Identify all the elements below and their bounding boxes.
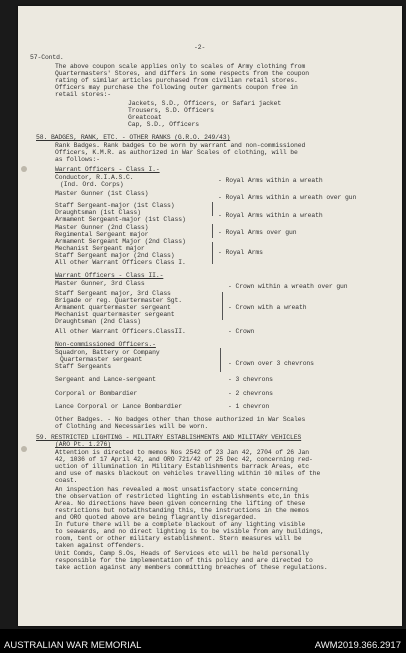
text-line: Other Badges. - No badges other than those authorized in War Scales [55, 416, 306, 423]
text-line: Greatcoat [128, 114, 162, 121]
text-line: and ORO quoted above are being flagrantly disregarded. [55, 514, 257, 521]
text-line: Rank Badges. Rank badges to be worn by warrant and non-commissioned [55, 142, 306, 149]
brace [212, 224, 217, 238]
badge-description: - 3 chevrons [228, 376, 273, 383]
page-number: -2- [194, 44, 206, 51]
text-line: uction of illumination in Military Establishments barrack Areas, etc [55, 463, 309, 470]
text-line: 57-Contd. [30, 54, 64, 61]
footer-bar [0, 629, 406, 653]
text-line: responsible for the implementation of this policy and are directed to [55, 557, 313, 564]
text-line: Officers, K.M.R. as authorized in War Scales of clothing, will be [55, 149, 298, 156]
text-line: Unit Comds, Camp S.Os, Heads of Services etc will be held personally [55, 550, 309, 557]
rank-line: Mechanist Sergeant major [55, 245, 145, 252]
badge-description: - Crown over 3 chevrons [228, 360, 314, 367]
text-line: Jackets, S.D., Officers, or Safari jacket [128, 100, 282, 107]
text-line: take action against any members committing breaches of these regulations. [55, 564, 328, 571]
footer-institution: AUSTRALIAN WAR MEMORIAL [4, 640, 142, 651]
rank-line: Lance Corporal or Lance Bombardier [55, 403, 182, 410]
text-line: room, tent or other military establishment. Stern measures will be [55, 535, 302, 542]
punch-hole-top [21, 166, 27, 172]
text-line: In future there will be a complete blackout of any lighting visible [55, 521, 306, 528]
badge-description: - Crown within a wreath over gun [228, 283, 348, 290]
badge-description: - Crown [228, 328, 255, 335]
brace [212, 202, 217, 216]
text-line: Officers may purchase the following outer garments coupon free in [55, 84, 298, 91]
rank-line: Quartermaster sergeant [60, 356, 143, 363]
text-line: the observation of restricted lighting in establishments etc,in this [55, 493, 309, 500]
badge-description: - Royal Arms over gun [218, 229, 297, 236]
badge-description: - Royal Arms within a wreath [218, 212, 323, 219]
rank-line: Armament Sergeant Major (2nd Class) [55, 238, 186, 245]
rank-line: Sergeant and Lance-sergeant [55, 376, 156, 383]
subheading: Warrant Officers - Class I.- [55, 166, 160, 173]
text-line: and use of masks blackout on vehicles travelling within 10 miles of the [55, 470, 321, 477]
rank-line: All other Warrant Officers Class I. [55, 259, 186, 266]
rank-line: Regimental Sergeant major [55, 231, 149, 238]
footer-accession-number: AWM2019.366.2917 [314, 640, 401, 651]
section-heading: 59. RESTRICTED LIGHTING - MILITARY ESTABLISHMENTS AND MILITARY VEHICLES [36, 434, 302, 441]
rank-line: Conductor, R.I.A.S.C. [55, 174, 134, 181]
badge-description: - Royal Arms [218, 249, 263, 256]
rank-line: (Ind. Ord. Corps) [60, 181, 124, 188]
rank-line: Master Gunner (1st Class) [55, 190, 149, 197]
text-line: of Clothing and Necessaries will be worn. [55, 423, 209, 430]
rank-line: Mechanist quartermaster sergeant [55, 311, 175, 318]
text-line: retail stores:- [55, 91, 112, 98]
text-line: Cap, S.D., Officers [128, 121, 199, 128]
rank-line: Draughtsman (2nd Class) [55, 318, 141, 325]
rank-line: Armament quartermaster sergeant [55, 304, 171, 311]
subheading: Non-commissioned Officers.- [55, 341, 156, 348]
text-line: restrictions but notwithstanding this, the instructions in the memos [55, 507, 309, 514]
badge-description: - 2 chevrons [228, 390, 273, 397]
section-heading: 58. BADGES, RANK, ETC. - OTHER RANKS (G.R.O. 249/43) [36, 134, 231, 141]
rank-line: Master Gunner (2nd Class) [55, 224, 149, 231]
rank-line: Brigade or reg. Quartermaster Sgt. [55, 297, 182, 304]
rank-line: All other Warrant Officers.ClassII. [55, 328, 186, 335]
text-line: The above coupon scale applies only to scales of Army clothing from [55, 63, 306, 70]
text-line: Quartermasters' Stores, and differs in some respects from the coupon [55, 70, 309, 77]
rank-line: Staff Sergeants [55, 363, 112, 370]
rank-line: Staff Sergeant-major (1st Class) [55, 202, 175, 209]
rank-line: Draughtsman (1st Class) [55, 209, 141, 216]
rank-line: Staff Sergeant major (2nd Class) [55, 252, 175, 259]
brace [212, 242, 217, 264]
text-line: coast. [55, 477, 78, 484]
brace [220, 348, 225, 372]
text-line: to seawards, and no direct lighting is to be visible from any buildings, [55, 528, 324, 535]
text-line: Area. No directions have been given concerning the lifting of these [55, 500, 306, 507]
section-reference: (ARO Pt. 1.276) [55, 441, 112, 448]
rank-line: Staff Sergeant major, 3rd Class [55, 290, 171, 297]
rank-line: Armament Sergeant-major (1st Class) [55, 216, 186, 223]
text-line: An inspection has revealed a most unsatisfactory state concerning [55, 486, 298, 493]
text-line: rating of similar articles purchased from civilian retail stores. [55, 77, 298, 84]
punch-hole-bottom [21, 446, 27, 452]
text-line: taken against offenders. [55, 542, 145, 549]
rank-line: Squadron, Battery or Company [55, 349, 160, 356]
text-line: as follows:- [55, 156, 100, 163]
rank-line: Master Gunner, 3rd Class [55, 280, 145, 287]
brace [222, 292, 227, 320]
text-line: Trousers, S.D. Officers [128, 107, 214, 114]
text-line: Attention is directed to memos Nos 2542 of 23 Jan 42, 2704 of 26 Jan [55, 449, 309, 456]
badge-description: - Royal Arms within a wreath [218, 177, 323, 184]
badge-description: - 1 chevron [228, 403, 270, 410]
badge-description: - Crown with a wreath [228, 304, 307, 311]
text-line: 42, 1036 of 17 April 42, and ORO 721/42 of 25 Dec 42, concerning red- [55, 456, 313, 463]
subheading: Warrant Officers - Class II.- [55, 272, 164, 279]
badge-description: - Royal Arms within a wreath over gun [218, 194, 357, 201]
document-page [18, 6, 402, 626]
rank-line: Corporal or Bombardier [55, 390, 138, 397]
